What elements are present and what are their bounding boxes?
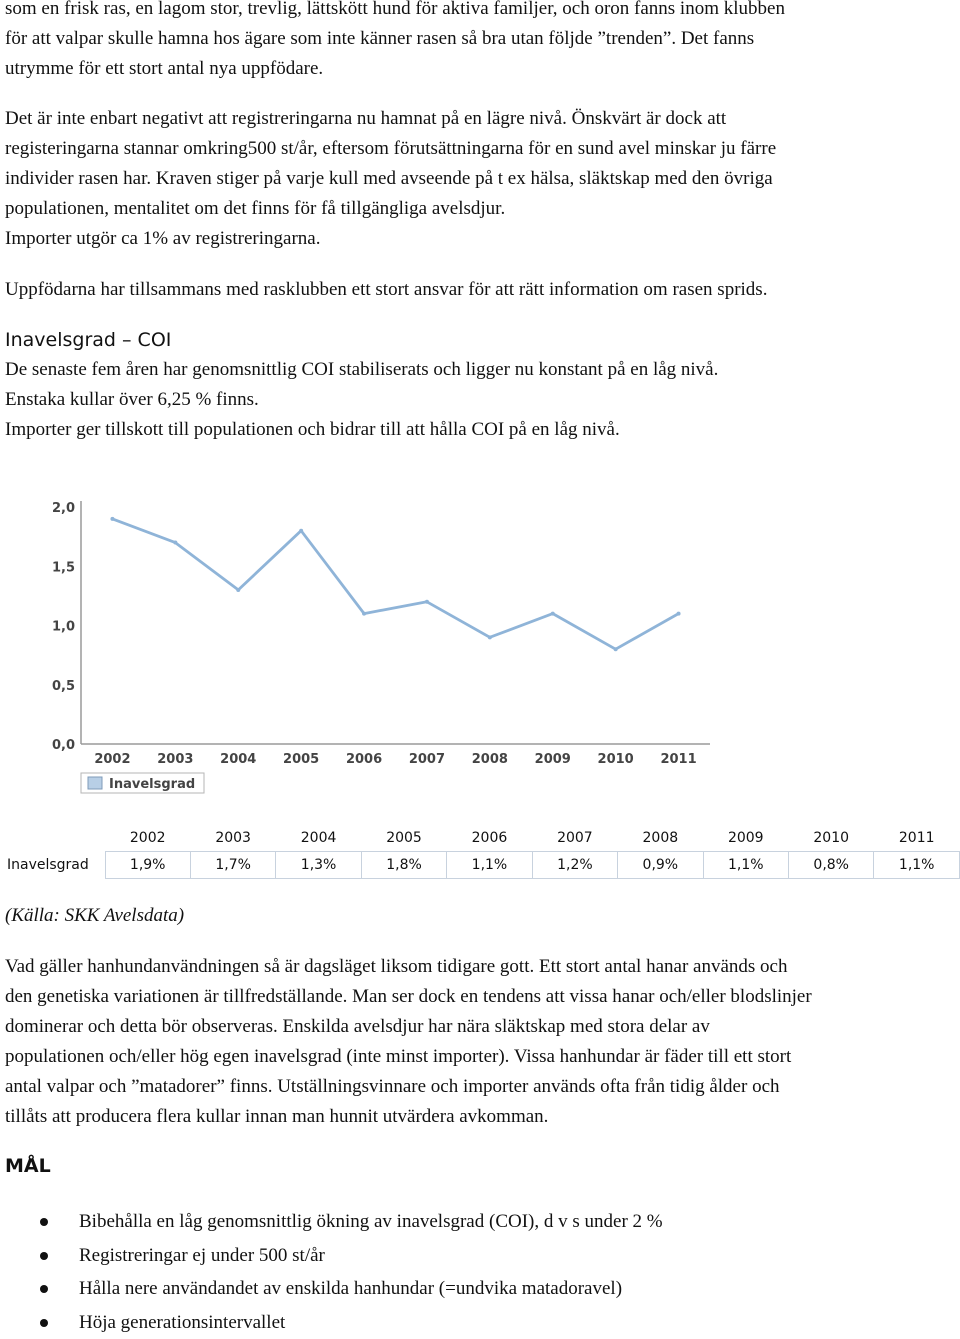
table-cell: 1,2% (532, 852, 617, 879)
coi-line-chart (0, 480, 960, 810)
table-row-label: Inavelsgrad (5, 852, 105, 879)
table-header-cell: 2002 (105, 825, 190, 852)
list-item (0, 1306, 960, 1339)
data-point (110, 517, 114, 521)
registration-paragraph (5, 104, 955, 254)
data-point (362, 612, 366, 616)
text-line: individer rasen har. Kraven stiger på varje kull med avseende på t ex hälsa, släktskap med den övriga (5, 164, 955, 194)
bullet-icon (40, 1319, 48, 1327)
table-header-cell: 2004 (276, 825, 361, 852)
table-header-cell: 2011 (874, 825, 960, 852)
table-header-cell: 2007 (532, 825, 617, 852)
intro-paragraph (5, 0, 955, 84)
chart-axes (81, 501, 710, 744)
y-tick-label: 0,5 (52, 679, 75, 694)
table-cell: 1,3% (276, 852, 361, 879)
table-cell: 1,9% (105, 852, 190, 879)
x-axis-ticks (94, 752, 696, 767)
table-header-cell: 2003 (190, 825, 275, 852)
bullet-icon (40, 1285, 48, 1293)
table-cell: 1,8% (361, 852, 446, 879)
table-header-cell: 2008 (618, 825, 703, 852)
chart-series (110, 517, 680, 651)
text-line: Det är inte enbart negativt att registreringarna nu hamnat på en lägre nivå. Önskvärt är dock att (5, 104, 955, 134)
y-tick-label: 1,5 (52, 560, 75, 575)
data-point (299, 529, 303, 533)
bullet-icon (40, 1218, 48, 1226)
legend-swatch (88, 777, 102, 789)
coi-paragraph (5, 355, 955, 445)
series-line (113, 519, 679, 649)
y-tick-label: 0,0 (52, 738, 75, 753)
goals-heading: MÅL (5, 1154, 51, 1178)
list-item (0, 1205, 960, 1239)
data-point (551, 612, 555, 616)
x-tick-label: 2010 (598, 752, 634, 767)
text-line: populationen och/eller hög egen inavelsgrad (inte minst importer). Vissa hanhundar är fäder till ett stort (5, 1042, 955, 1072)
table-header-cell: 2006 (447, 825, 532, 852)
text-line: dominerar och detta bör observeras. Enskilda avelsdjur har nära släktskap med stora delar av (5, 1012, 955, 1042)
table-row (5, 852, 960, 879)
x-tick-label: 2008 (472, 752, 508, 767)
table-cell: 1,7% (190, 852, 275, 879)
list-item (0, 1239, 960, 1273)
x-tick-label: 2006 (346, 752, 382, 767)
table-cell: 0,9% (618, 852, 703, 879)
x-tick-label: 2009 (535, 752, 571, 767)
text-line: Uppfödarna har tillsammans med rasklubben ett stort ansvar för att rätt information om rasen sprids. (5, 275, 955, 305)
source-note: (Källa: SKK Avelsdata) (5, 904, 184, 928)
y-axis-ticks (52, 501, 75, 753)
x-tick-label: 2002 (94, 752, 130, 767)
table-corner-cell (5, 825, 105, 852)
text-line: populationen, mentalitet om det finns för få tillgängliga avelsdjur. (5, 194, 955, 224)
text-line: tillåts att producera flera kullar innan man hunnit utvärdera avkomman. (5, 1102, 955, 1132)
x-tick-label: 2003 (157, 752, 193, 767)
coi-table (5, 825, 960, 879)
list-item-text: Bibehålla en låg genomsnittlig ökning av inavelsgrad (COI), d v s under 2 % (79, 1211, 663, 1232)
data-point (488, 635, 492, 639)
text-line: De senaste fem åren har genomsnittlig COI stabiliserats och ligger nu konstant på en låg nivå. (5, 355, 955, 385)
text-line: utrymme för ett stort antal nya uppfödare. (5, 54, 955, 84)
table-cell: 1,1% (447, 852, 532, 879)
list-item-text: Hålla nere användandet av enskilda hanhundar (=undvika matadoravel) (79, 1278, 622, 1299)
goals-list (0, 1205, 960, 1339)
data-point (173, 541, 177, 545)
x-tick-label: 2005 (283, 752, 319, 767)
text-line: som en frisk ras, en lagom stor, trevlig, lättskött hund för aktiva familjer, och oron fanns inom klubben (5, 0, 955, 24)
y-tick-label: 2,0 (52, 501, 75, 516)
chart-legend (81, 773, 204, 793)
table-header-cell: 2009 (703, 825, 788, 852)
breeders-paragraph (5, 275, 955, 305)
x-tick-label: 2007 (409, 752, 445, 767)
text-line: den genetiska variationen är tillfredställande. Man ser dock en tendens att vissa hanar och/eller blodslinjer (5, 982, 955, 1012)
text-line: antal valpar och ”matadorer” finns. Utställningsvinnare och importer används ofta från tidig ålder och (5, 1072, 955, 1102)
data-point (677, 612, 681, 616)
table-cell: 1,1% (703, 852, 788, 879)
bullet-icon (40, 1252, 48, 1260)
table-header-cell: 2005 (361, 825, 446, 852)
text-line: Vad gäller hanhundanvändningen så är dagsläget liksom tidigare gott. Ett stort antal hanar används och (5, 952, 955, 982)
text-line: Importer ger tillskott till populationen och bidrar till att hålla COI på en låg nivå. (5, 415, 955, 445)
y-tick-label: 1,0 (52, 620, 75, 635)
table-cell: 0,8% (789, 852, 874, 879)
coi-heading: Inavelsgrad – COI (5, 328, 171, 352)
table-header-cell: 2010 (789, 825, 874, 852)
list-item-text: Registreringar ej under 500 st/år (79, 1245, 325, 1266)
text-line: för att valpar skulle hamna hos ägare som inte känner rasen så bra utan följde ”trenden”. Det fanns (5, 24, 955, 54)
data-point (614, 647, 618, 651)
data-point (236, 588, 240, 592)
x-tick-label: 2004 (220, 752, 256, 767)
x-tick-label: 2011 (660, 752, 696, 767)
text-line: registeringarna stannar omkring500 st/år, eftersom förutsättningarna för en sund avel minskar ju färre (5, 134, 955, 164)
data-point (425, 600, 429, 604)
legend-label: Inavelsgrad (109, 777, 195, 792)
table-header-row (5, 825, 960, 852)
text-line: Enstaka kullar över 6,25 % finns. (5, 385, 955, 415)
text-line: Importer utgör ca 1% av registreringarna. (5, 224, 955, 254)
list-item (0, 1272, 960, 1306)
list-item-text: Höja generationsintervallet (79, 1312, 285, 1333)
sire-paragraph (5, 952, 955, 1132)
table-cell: 1,1% (874, 852, 960, 879)
